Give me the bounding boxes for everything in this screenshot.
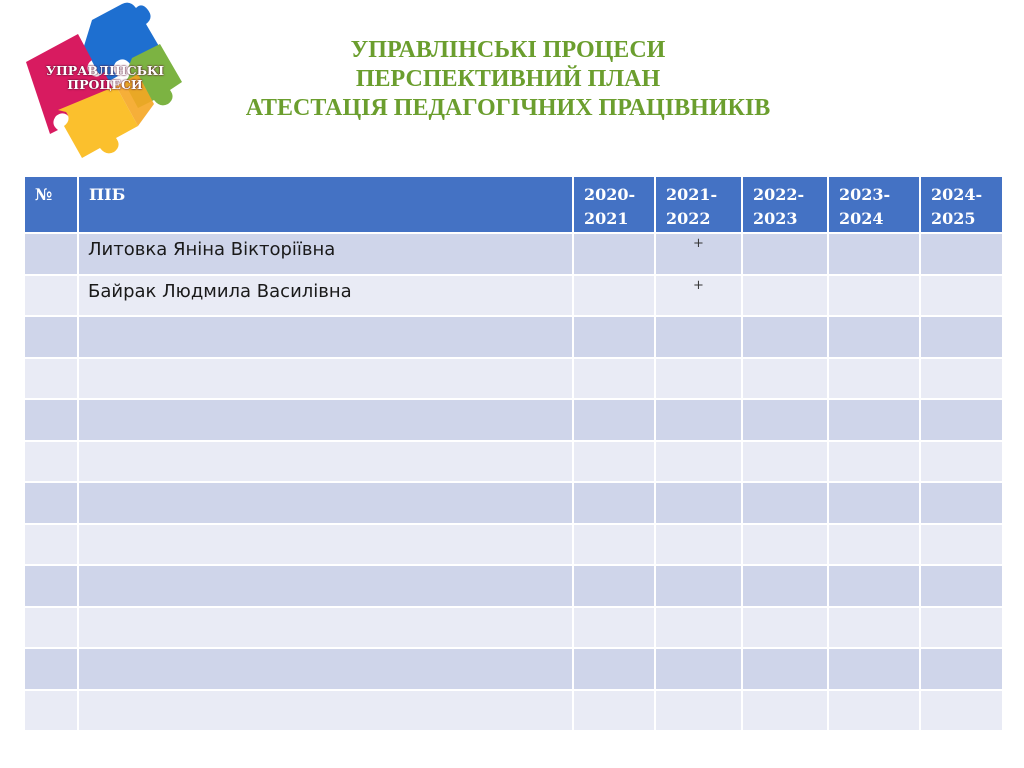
cell-y2: [655, 316, 742, 358]
cell-y1: [573, 648, 655, 690]
table-body: [24, 233, 1003, 731]
puzzle-logo: [20, 0, 190, 165]
year-5-top: 2024-: [931, 185, 983, 204]
column-header-year-2: [655, 176, 742, 233]
cell-number: [24, 399, 78, 441]
cell-y4: [828, 275, 920, 317]
year-4-top: 2023-: [839, 185, 891, 204]
column-header-year-3: [742, 176, 828, 233]
title-line-2: ПЕРСПЕКТИВНИЙ ПЛАН: [355, 66, 661, 92]
table-row: [24, 482, 1003, 524]
cell-y2: [655, 399, 742, 441]
cell-y5: [920, 648, 1003, 690]
cell-name: [78, 482, 573, 524]
cell-y3: [742, 316, 828, 358]
cell-name: [78, 648, 573, 690]
cell-number: [24, 233, 78, 275]
cell-y2: [655, 607, 742, 649]
column-header-year-4: [828, 176, 920, 233]
cell-y5: [920, 482, 1003, 524]
cell-number: [24, 690, 78, 732]
cell-y1: [573, 607, 655, 649]
cell-y3: [742, 358, 828, 400]
table-row: [24, 690, 1003, 732]
cell-y4: [828, 441, 920, 483]
cell-y2: [655, 524, 742, 566]
cell-y3: [742, 607, 828, 649]
cell-y4: [828, 648, 920, 690]
cell-y4: [828, 316, 920, 358]
cell-name: [78, 316, 573, 358]
table-row: [24, 233, 1003, 275]
cell-y1: [573, 482, 655, 524]
table-row: [24, 441, 1003, 483]
table-header-row: [24, 176, 1003, 233]
title-line-1: УПРАВЛІНСЬКІ ПРОЦЕСИ: [350, 37, 666, 63]
cell-number: [24, 524, 78, 566]
year-2-top: 2021-: [666, 185, 718, 204]
attestation-table: [23, 175, 1004, 732]
cell-y2: +: [655, 233, 742, 275]
year-5-bottom: 2025: [931, 209, 976, 228]
cell-y4: [828, 233, 920, 275]
cell-y1: [573, 233, 655, 275]
year-3-bottom: 2023: [753, 209, 798, 228]
logo-text-line2: ПРОЦЕСИ: [67, 77, 143, 92]
cell-y3: [742, 399, 828, 441]
cell-number: [24, 565, 78, 607]
cell-y4: [828, 482, 920, 524]
cell-y4: [828, 690, 920, 732]
cell-number: [24, 275, 78, 317]
year-2-bottom: 2022: [666, 209, 711, 228]
cell-y1: [573, 358, 655, 400]
column-header-year-1: [573, 176, 655, 233]
cell-number: [24, 648, 78, 690]
cell-number: [24, 607, 78, 649]
cell-name: Литовка Яніна Вікторіївна: [78, 233, 573, 275]
cell-y2: [655, 441, 742, 483]
cell-y2: [655, 565, 742, 607]
table-row: [24, 607, 1003, 649]
cell-y5: [920, 607, 1003, 649]
cell-y1: [573, 399, 655, 441]
cell-y5: [920, 233, 1003, 275]
column-header-year-5: [920, 176, 1003, 233]
table-row: [24, 565, 1003, 607]
title-line-3: АТЕСТАЦІЯ ПЕДАГОГІЧНИХ ПРАЦІВНИКІВ: [245, 95, 771, 121]
cell-y3: [742, 690, 828, 732]
cell-name: [78, 441, 573, 483]
cell-name: [78, 524, 573, 566]
cell-name: [78, 565, 573, 607]
cell-y4: [828, 399, 920, 441]
table-row: [24, 275, 1003, 317]
table-row: [24, 399, 1003, 441]
cell-y4: [828, 607, 920, 649]
cell-y2: +: [655, 275, 742, 317]
cell-name: [78, 399, 573, 441]
cell-y5: [920, 358, 1003, 400]
table-row: [24, 316, 1003, 358]
cell-name: [78, 690, 573, 732]
cell-y1: [573, 690, 655, 732]
cell-y1: [573, 441, 655, 483]
cell-number: [24, 316, 78, 358]
cell-y3: [742, 441, 828, 483]
cell-y5: [920, 524, 1003, 566]
cell-y1: [573, 275, 655, 317]
cell-y5: [920, 316, 1003, 358]
cell-y3: [742, 524, 828, 566]
cell-y4: [828, 565, 920, 607]
cell-number: [24, 358, 78, 400]
table-row: [24, 524, 1003, 566]
table-row: [24, 648, 1003, 690]
column-header-name: ПІБ: [78, 176, 573, 233]
cell-y3: [742, 482, 828, 524]
cell-y1: [573, 565, 655, 607]
cell-y2: [655, 690, 742, 732]
cell-y3: [742, 565, 828, 607]
cell-y1: [573, 316, 655, 358]
cell-y5: [920, 399, 1003, 441]
year-4-bottom: 2024: [839, 209, 884, 228]
cell-y4: [828, 524, 920, 566]
year-1-top: 2020-: [584, 185, 636, 204]
page-title: [180, 36, 836, 123]
cell-y5: [920, 275, 1003, 317]
cell-y2: [655, 358, 742, 400]
cell-y3: [742, 275, 828, 317]
table-row: [24, 358, 1003, 400]
cell-number: [24, 441, 78, 483]
cell-y5: [920, 690, 1003, 732]
cell-name: Байрак Людмила Василівна: [78, 275, 573, 317]
cell-y3: [742, 233, 828, 275]
year-3-top: 2022-: [753, 185, 805, 204]
cell-y3: [742, 648, 828, 690]
cell-name: [78, 607, 573, 649]
cell-y5: [920, 441, 1003, 483]
cell-number: [24, 482, 78, 524]
cell-y2: [655, 648, 742, 690]
cell-y4: [828, 358, 920, 400]
year-1-bottom: 2021: [584, 209, 629, 228]
cell-y5: [920, 565, 1003, 607]
logo-text: [20, 64, 190, 92]
logo-text-line1: УПРАВЛІНСЬКІ: [45, 63, 165, 78]
cell-name: [78, 358, 573, 400]
cell-y1: [573, 524, 655, 566]
column-header-number: №: [24, 176, 78, 233]
cell-y2: [655, 482, 742, 524]
